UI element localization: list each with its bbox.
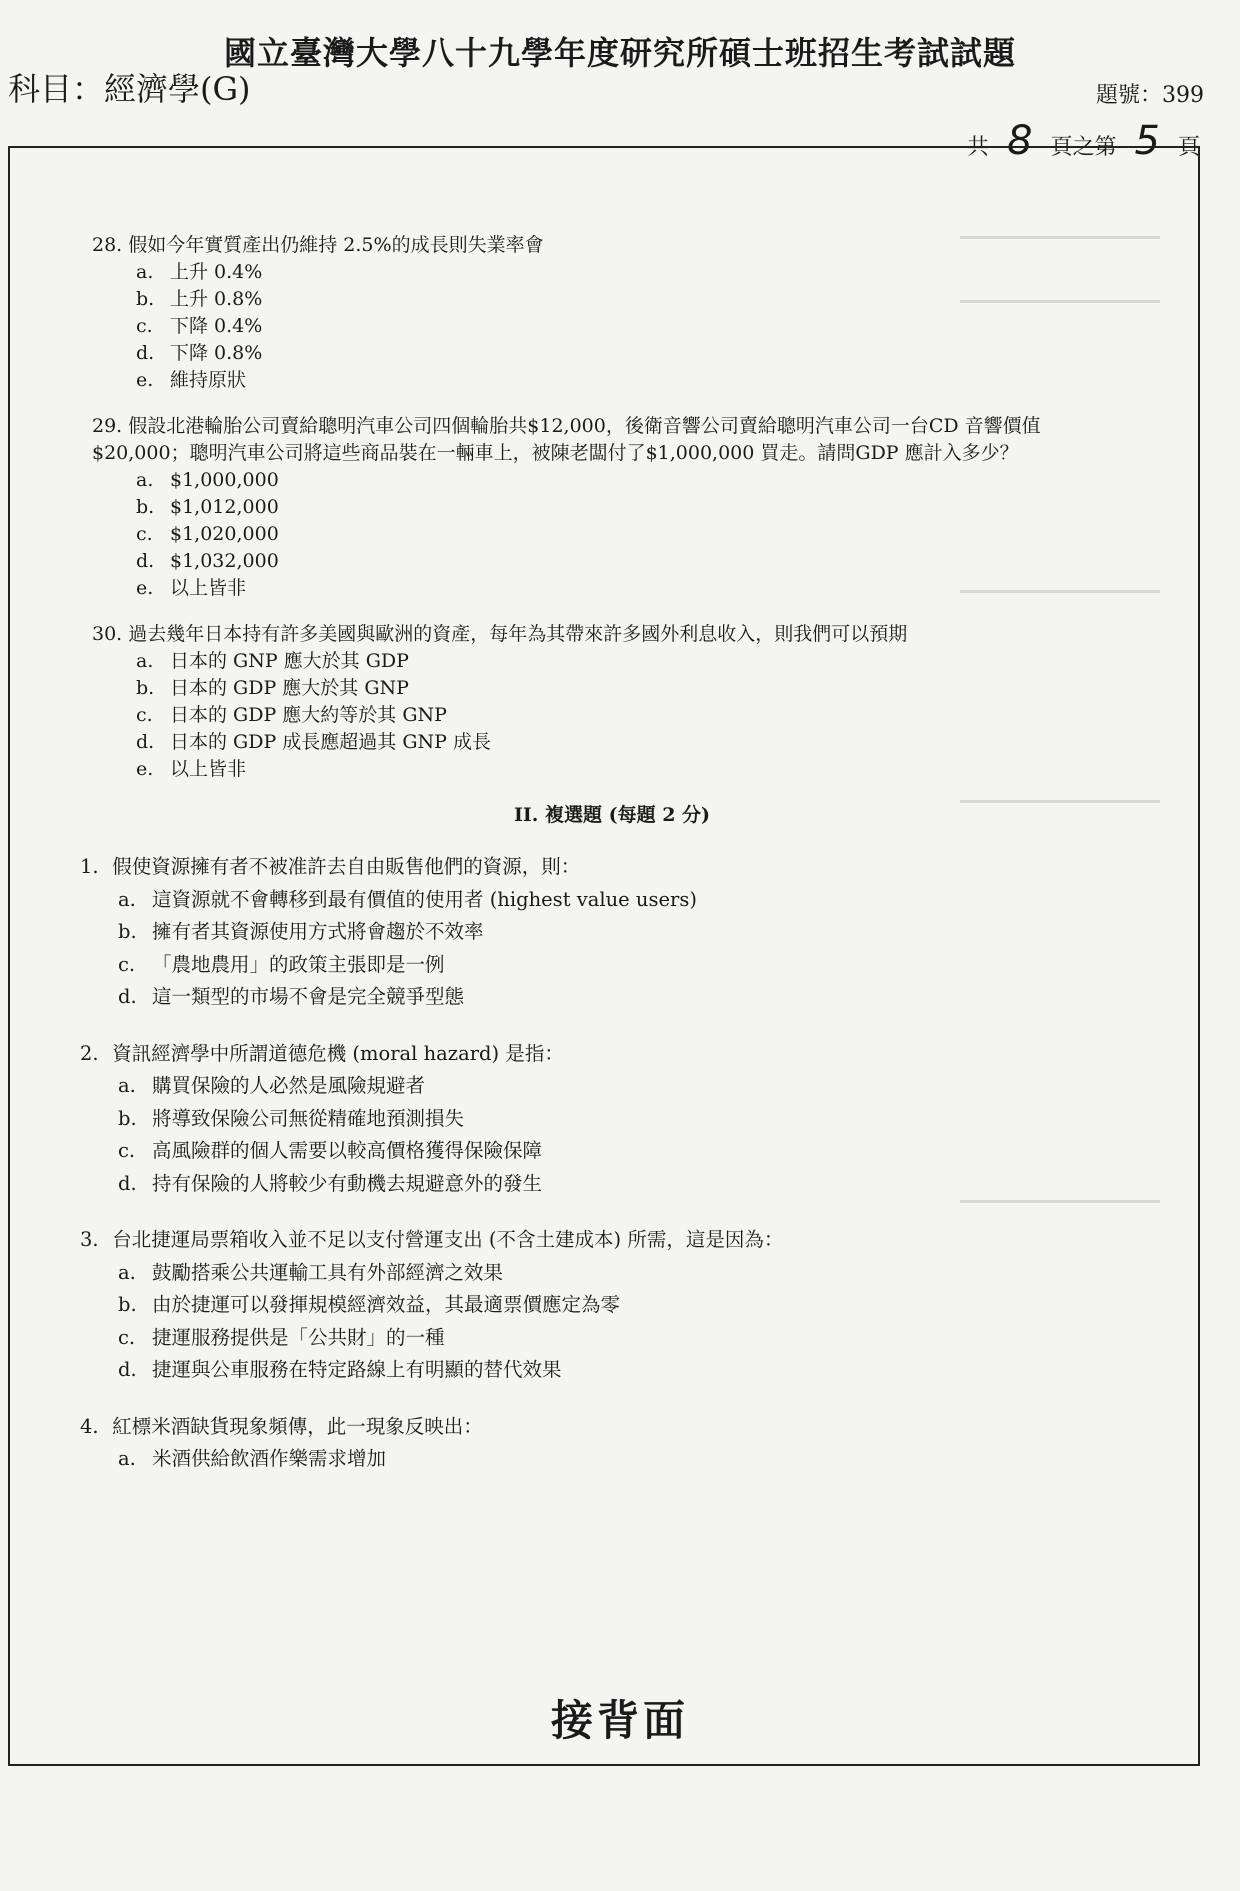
option-list <box>80 884 1132 1014</box>
exam-content <box>80 232 1132 1500</box>
option-item <box>118 1168 1132 1201</box>
option-item <box>136 286 1132 313</box>
option-item <box>118 884 1132 917</box>
option-text: 上升 0.4% <box>170 261 263 283</box>
option-text: 這一類型的市場不會是完全競爭型態 <box>152 985 465 1008</box>
option-list <box>80 1443 1132 1476</box>
option-text: 下降 0.4% <box>170 315 263 337</box>
multi-question-1 <box>80 851 1132 1014</box>
question-stem <box>80 851 1132 884</box>
option-item <box>136 756 1132 783</box>
option-letter: c. <box>136 704 153 726</box>
question-text: 台北捷運局票箱收入並不足以支付營運支出 (不含土建成本) 所需，這是因為： <box>112 1228 784 1251</box>
option-text: 以上皆非 <box>170 758 247 780</box>
question-id: 題號：399 <box>1096 83 1204 108</box>
option-list <box>92 259 1132 394</box>
option-letter: c. <box>136 523 153 545</box>
option-text: 以上皆非 <box>170 577 247 599</box>
option-list <box>92 648 1132 783</box>
option-item <box>118 1070 1132 1103</box>
option-text: 上升 0.8% <box>170 288 263 310</box>
option-item <box>136 494 1132 521</box>
option-text: 購買保險的人必然是風險規避者 <box>152 1074 426 1097</box>
option-text: 日本的 GNP 應大於其 GDP <box>170 650 409 672</box>
option-text: 擁有者其資源使用方式將會趨於不效率 <box>152 920 484 943</box>
option-item <box>136 648 1132 675</box>
option-text: 「農地農用」的政策主張即是一例 <box>152 952 445 976</box>
question-number: 3. <box>80 1228 99 1251</box>
option-letter: b. <box>118 920 137 943</box>
question-stem <box>80 1224 1132 1257</box>
option-letter: d. <box>136 342 155 364</box>
multi-question-3 <box>80 1224 1132 1387</box>
option-letter: c. <box>118 1139 136 1162</box>
option-letter: a. <box>136 469 154 491</box>
option-text: 高風險群的個人需要以較高價格獲得保險保障 <box>152 1139 543 1162</box>
page-total-prefix: 共 <box>967 135 990 160</box>
option-list <box>92 467 1132 602</box>
option-letter: d. <box>118 985 137 1008</box>
option-letter: c. <box>118 1325 136 1349</box>
option-letter: b. <box>136 496 155 518</box>
option-text: 持有保險的人將較少有動機去規避意外的發生 <box>152 1171 543 1195</box>
question-stem <box>92 232 1132 259</box>
option-text: 維持原狀 <box>170 369 247 391</box>
question-text: 假設北港輪胎公司賣給聰明汽車公司四個輪胎共$12,000，後衛音響公司賣給聰明汽車公司一台CD 音響價值$20,000；聰明汽車公司將這些商品裝在一輛車上，被陳老闆付了$1,000,000 買走。請問GDP 應計入多少？ <box>92 415 1041 464</box>
option-text: 米酒供給飲酒作樂需求增加 <box>152 1447 387 1470</box>
option-letter: a. <box>118 1074 136 1097</box>
question-text: 假如今年實質產出仍維持 2.5%的成長則失業率會 <box>128 234 544 256</box>
question-stem <box>92 413 1132 467</box>
option-letter: a. <box>118 1447 136 1470</box>
question-text: 假使資源擁有者不被准許去自由販售他們的資源，則： <box>112 855 581 878</box>
option-item <box>118 1257 1132 1290</box>
option-letter: b. <box>118 1293 137 1316</box>
option-item <box>136 702 1132 729</box>
continue-overleaf-note: 接背面 <box>550 1696 689 1745</box>
section-heading: II. 複選題 (每題 2 分) <box>513 804 711 826</box>
option-item <box>118 1289 1132 1322</box>
option-list <box>80 1070 1132 1200</box>
option-text: $1,032,000 <box>170 550 279 572</box>
option-item <box>118 1354 1132 1387</box>
option-item <box>136 367 1132 394</box>
question-text: 紅標米酒缺貨現象頻傳，此一現象反映出： <box>112 1414 483 1438</box>
question-text: 資訊經濟學中所謂道德危機 (moral hazard) 是指： <box>112 1041 564 1065</box>
option-item <box>118 1322 1132 1355</box>
option-letter: d. <box>136 550 155 572</box>
option-item <box>118 1135 1132 1168</box>
option-item <box>136 575 1132 602</box>
question-30 <box>92 621 1132 783</box>
question-stem <box>80 1411 1132 1444</box>
option-item <box>118 1443 1132 1476</box>
page-total-handwritten: 8 <box>1007 118 1033 164</box>
option-text: 日本的 GDP 應大於其 GNP <box>170 677 409 699</box>
option-item <box>136 259 1132 286</box>
option-letter: c. <box>136 315 153 337</box>
question-28 <box>92 232 1132 394</box>
page-current-handwritten: 5 <box>1134 118 1160 164</box>
option-letter: b. <box>136 677 155 699</box>
option-item <box>136 548 1132 575</box>
option-list <box>80 1257 1132 1387</box>
exam-title: 國立臺灣大學八十九學年度研究所碩士班招生考試試題 <box>223 34 1016 72</box>
option-item <box>136 729 1132 756</box>
option-letter: a. <box>118 887 136 911</box>
option-text: 捷運與公車服務在特定路線上有明顯的替代效果 <box>152 1358 562 1381</box>
option-item <box>136 675 1132 702</box>
option-letter: a. <box>136 650 154 672</box>
subject-label: 科目：經濟學(G) <box>8 70 251 108</box>
question-stem <box>80 1038 1132 1071</box>
question-29 <box>92 413 1132 602</box>
option-letter: b. <box>118 1106 137 1130</box>
option-item <box>118 916 1132 949</box>
option-letter: e. <box>136 758 154 780</box>
question-number: 4. <box>80 1414 99 1438</box>
option-text: 捷運服務提供是「公共財」的一種 <box>152 1325 445 1349</box>
option-text: 日本的 GDP 成長應超過其 GNP 成長 <box>170 731 491 753</box>
option-item <box>118 981 1132 1014</box>
option-text: 日本的 GDP 應大約等於其 GNP <box>170 704 447 726</box>
multi-question-4 <box>80 1411 1132 1476</box>
question-number: 2. <box>80 1041 99 1065</box>
option-text: 鼓勵搭乘公共運輸工具有外部經濟之效果 <box>152 1260 504 1284</box>
option-letter: a. <box>136 261 154 283</box>
question-number: 30. <box>92 623 123 645</box>
option-letter: a. <box>118 1260 136 1284</box>
page-suffix: 頁 <box>1177 135 1200 160</box>
page-mid-label: 頁之第 <box>1050 135 1117 160</box>
option-item <box>118 949 1132 982</box>
option-text: 將導致保險公司無從精確地預測損失 <box>152 1106 465 1130</box>
question-stem <box>92 621 1132 648</box>
option-letter: e. <box>136 369 154 391</box>
option-letter: c. <box>118 952 136 976</box>
option-item <box>136 521 1132 548</box>
option-item <box>118 1103 1132 1136</box>
option-text: 這資源就不會轉移到最有價值的使用者 (highest value users) <box>152 887 697 911</box>
option-letter: b. <box>136 288 155 310</box>
option-text: $1,012,000 <box>170 496 279 518</box>
question-number: 29. <box>92 415 123 437</box>
multi-question-2 <box>80 1038 1132 1201</box>
question-number: 28. <box>92 234 123 256</box>
option-text: 下降 0.8% <box>170 342 263 364</box>
option-letter: d. <box>136 731 155 753</box>
option-letter: d. <box>118 1171 137 1195</box>
option-item <box>136 340 1132 367</box>
option-letter: e. <box>136 577 154 599</box>
option-text: $1,020,000 <box>170 523 279 545</box>
question-number: 1. <box>80 855 99 878</box>
option-text: $1,000,000 <box>170 469 279 491</box>
option-item <box>136 467 1132 494</box>
option-item <box>136 313 1132 340</box>
option-text: 由於捷運可以發揮規模經濟效益，其最適票價應定為零 <box>152 1293 621 1316</box>
option-letter: d. <box>118 1358 137 1381</box>
question-text: 過去幾年日本持有許多美國與歐洲的資產，每年為其帶來許多國外利息收入，則我們可以預期 <box>128 623 908 645</box>
